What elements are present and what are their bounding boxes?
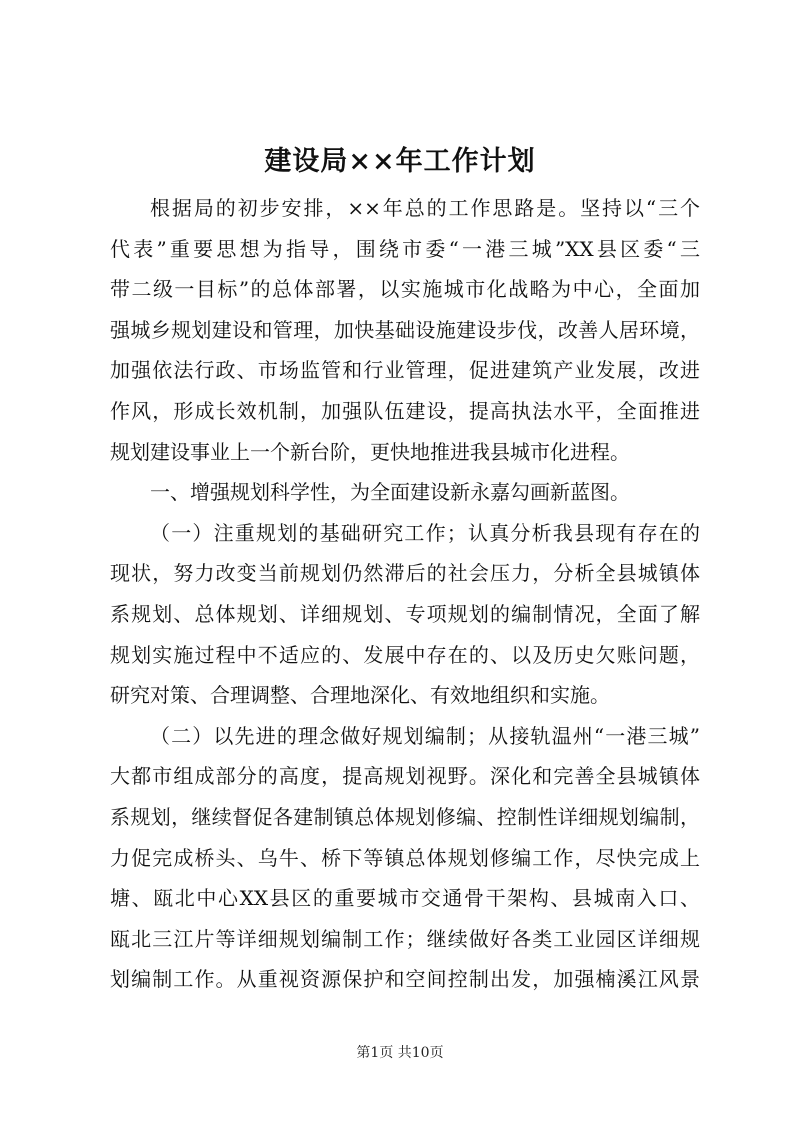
body-line: 规划实施过程中不适应的、发展中存在的、以及历史欠账问题， (110, 642, 700, 667)
document-body (110, 188, 700, 1000)
body-line: 加强依法行政、市场监管和行业管理，促进建筑产业发展，改进 (110, 358, 700, 383)
body-line: 代表”重要思想为指导，围绕市委“一港三城”XX县区委“三 (110, 236, 700, 261)
body-line: （二）以先进的理念做好规划编制；从接轨温州“一港三城” (150, 723, 700, 748)
body-line: 作风，形成长效机制，加强队伍建设，提高执法水平，全面推进 (110, 398, 700, 423)
document-title: 建设局××年工作计划 (264, 146, 536, 177)
body-line: 塘、瓯北中心XX县区的重要城市交通骨干架构、县城南入口、 (110, 886, 700, 911)
body-line: 瓯北三江片等详细规划编制工作；继续做好各类工业园区详细规 (110, 926, 700, 951)
body-line: 系规划，继续督促各建制镇总体规划修编、控制性详细规划编制， (110, 804, 700, 829)
body-line: 研究对策、合理调整、合理地深化、有效地组织和实施。 (110, 683, 610, 708)
body-line: 根据局的初步安排，××年总的工作思路是。坚持以“三个 (150, 196, 700, 220)
body-line: 大都市组成部分的高度，提高规划视野。深化和完善全县城镇体 (110, 764, 700, 789)
body-line: 规划建设事业上一个新台阶，更快地推进我县城市化进程。 (110, 439, 630, 464)
body-line: 系规划、总体规划、详细规划、专项规划的编制情况，全面了解 (110, 601, 700, 626)
body-line: （一）注重规划的基础研究工作；认真分析我县现有存在的 (150, 520, 700, 545)
body-line: 力促完成桥头、乌牛、桥下等镇总体规划修编工作，尽快完成上 (110, 845, 700, 870)
body-line: 带二级一目标”的总体部署，以实施城市化战略为中心，全面加 (110, 277, 700, 302)
page-number-footer: 第1页 共10页 (356, 1045, 444, 1061)
body-line: 一、增强规划科学性，为全面建设新永嘉勾画新蓝图。 (150, 480, 630, 505)
body-line: 强城乡规划建设和管理，加快基础设施建设步伐，改善人居环境， (110, 317, 700, 342)
body-line: 划编制工作。从重视资源保护和空间控制出发，加强楠溪江风景 (110, 967, 700, 992)
body-line: 现状，努力改变当前规划仍然滞后的社会压力，分析全县城镇体 (110, 561, 700, 586)
